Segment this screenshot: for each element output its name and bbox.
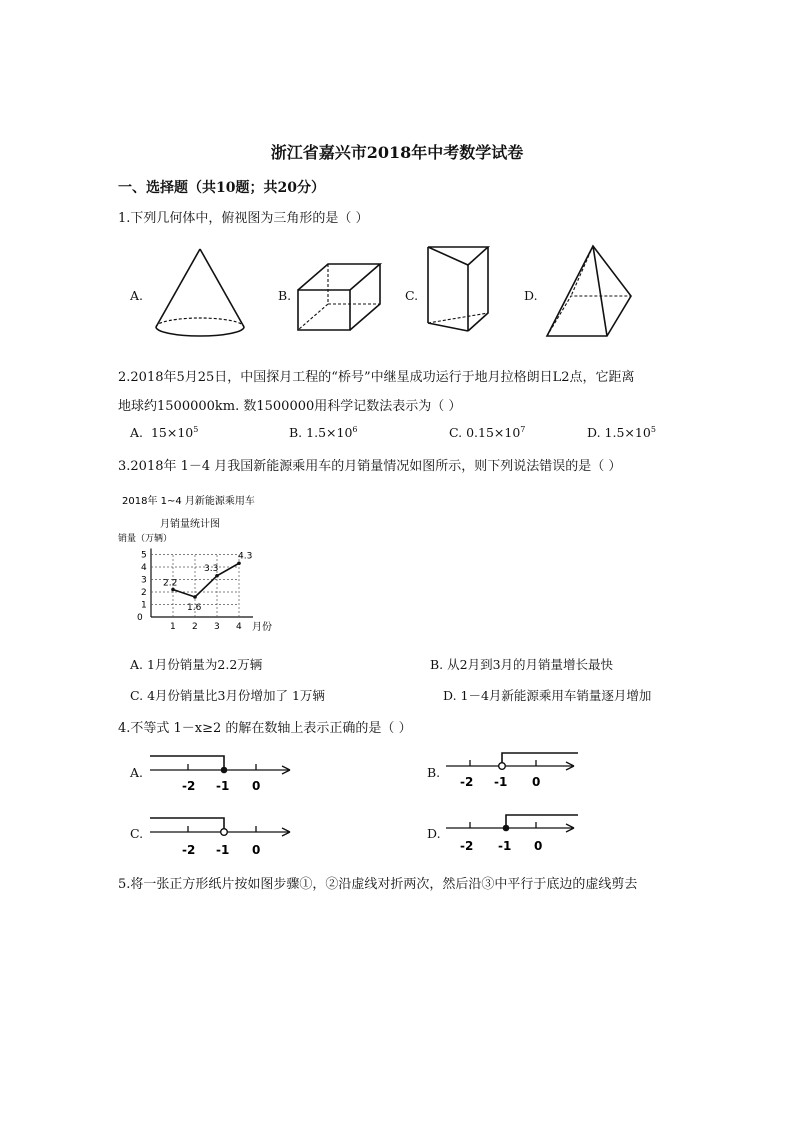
q4-option-b-label: B. (427, 765, 441, 780)
chart-ytick-label: 3 (141, 575, 147, 586)
pyramid-figure (543, 242, 635, 340)
q3-option-a: A. 1月份销量为2.2万辆 (130, 657, 263, 672)
tick-label-neg2: -2 (460, 775, 474, 789)
q5-stem: 5.将一张正方形纸片按如图步骤①，②沿虚线对折两次，然后沿③中平行于底边的虚线剪去 (118, 877, 638, 892)
tick-label-neg1: -1 (216, 843, 230, 857)
q4-stem: 4.不等式 1－x≥2 的解在数轴上表示正确的是（ ） (118, 721, 412, 736)
chart-xtick-label: 3 (214, 622, 220, 632)
q2-line2: 地球约1500000km. 数1500000用科学记数法表示为（ ） (118, 399, 462, 414)
q3-option-b: B. 从2月到3月的月销量增长最快 (430, 657, 614, 672)
tick-label-0: 0 (534, 839, 543, 853)
tick-label-0: 0 (532, 775, 541, 789)
q2-option-d: D. $1.5\times 10^5$ (587, 425, 656, 441)
q1-stem: 1.下列几何体中，俯视图为三角形的是（ ） (118, 211, 369, 226)
q4-option-c-label: C. (130, 826, 144, 841)
chart-point (237, 561, 241, 565)
number-line-c (148, 810, 298, 860)
q2-option-a: A. $15\times 10^5$ (130, 425, 199, 441)
tick-label-neg2: -2 (182, 843, 196, 857)
number-line-d (444, 810, 584, 860)
q1-option-d-label: D. (524, 288, 538, 303)
chart-ytick-label: 1 (141, 600, 147, 611)
chart-xtick-label: 4 (236, 622, 242, 632)
q2-option-b: B. $1.5\times 10^6$ (289, 425, 358, 441)
chart-data-label: 4.3 (238, 551, 253, 562)
cone-figure (150, 245, 250, 340)
q3-option-c: C. 4月份销量比3月份增加了 1万辆 (130, 688, 325, 703)
chart-xtick-label: 1 (170, 622, 176, 632)
tick-label-0: 0 (252, 843, 261, 857)
q3-option-d: D. 1－4月新能源乘用车销量逐月增加 (443, 688, 652, 703)
tick-label-neg1: -1 (216, 779, 230, 793)
tick-label-neg1: -1 (498, 839, 512, 853)
chart-title: 月销量统计图 (160, 519, 220, 530)
chart-ytick-label: 0 (137, 613, 143, 623)
number-line-b (444, 748, 584, 798)
sales-line-chart (116, 490, 286, 640)
chart-xtick-label: 2 (192, 622, 198, 632)
q1-option-c-label: C. (405, 288, 419, 303)
q1-option-b-label: B. (278, 288, 292, 303)
tick-label-0: 0 (252, 779, 261, 793)
chart-data-label: 1.6 (187, 603, 202, 613)
q2-line1: 2.2018年5月25日，中国探月工程的“桥号”中继星成功运行于地月拉格朗日L2点，它距离 (118, 370, 635, 385)
tick-label-neg2: -2 (460, 839, 474, 853)
q4-option-d-label: D. (427, 826, 441, 841)
chart-ytick-label: 5 (141, 550, 147, 561)
tick-label-neg1: -1 (494, 775, 508, 789)
triangular-prism-figure (422, 243, 494, 335)
q1-option-a-label: A. (130, 288, 144, 303)
chart-ytick-label: 2 (141, 588, 147, 598)
chart-subtitle: 2018年 1~4 月新能源乘用车 (122, 496, 255, 507)
chart-data-label: 3.3 (204, 563, 219, 574)
number-line-a (148, 748, 298, 798)
chart-point (193, 595, 197, 599)
q4-option-a-label: A. (130, 765, 144, 780)
chart-data-label: 2.2 (163, 578, 178, 589)
chart-point (215, 574, 219, 578)
cuboid-figure (294, 260, 386, 334)
chart-xlabel: 月份 (252, 622, 272, 633)
q3-stem: 3.2018年 1－4 月我国新能源乘用车的月销量情况如图所示，则下列说法错误的是（ ） (118, 459, 622, 474)
page-title: 浙江省嘉兴市2018年中考数学试卷 (270, 143, 524, 162)
section-heading: 一、选择题（共10题；共20分） (118, 180, 325, 196)
chart-ytick-label: 4 (141, 563, 147, 573)
tick-label-neg2: -2 (182, 779, 196, 793)
chart-ylabel: 销量（万辆） (118, 534, 173, 544)
q2-option-c: C. $0.15\times 10^7$ (449, 425, 526, 441)
